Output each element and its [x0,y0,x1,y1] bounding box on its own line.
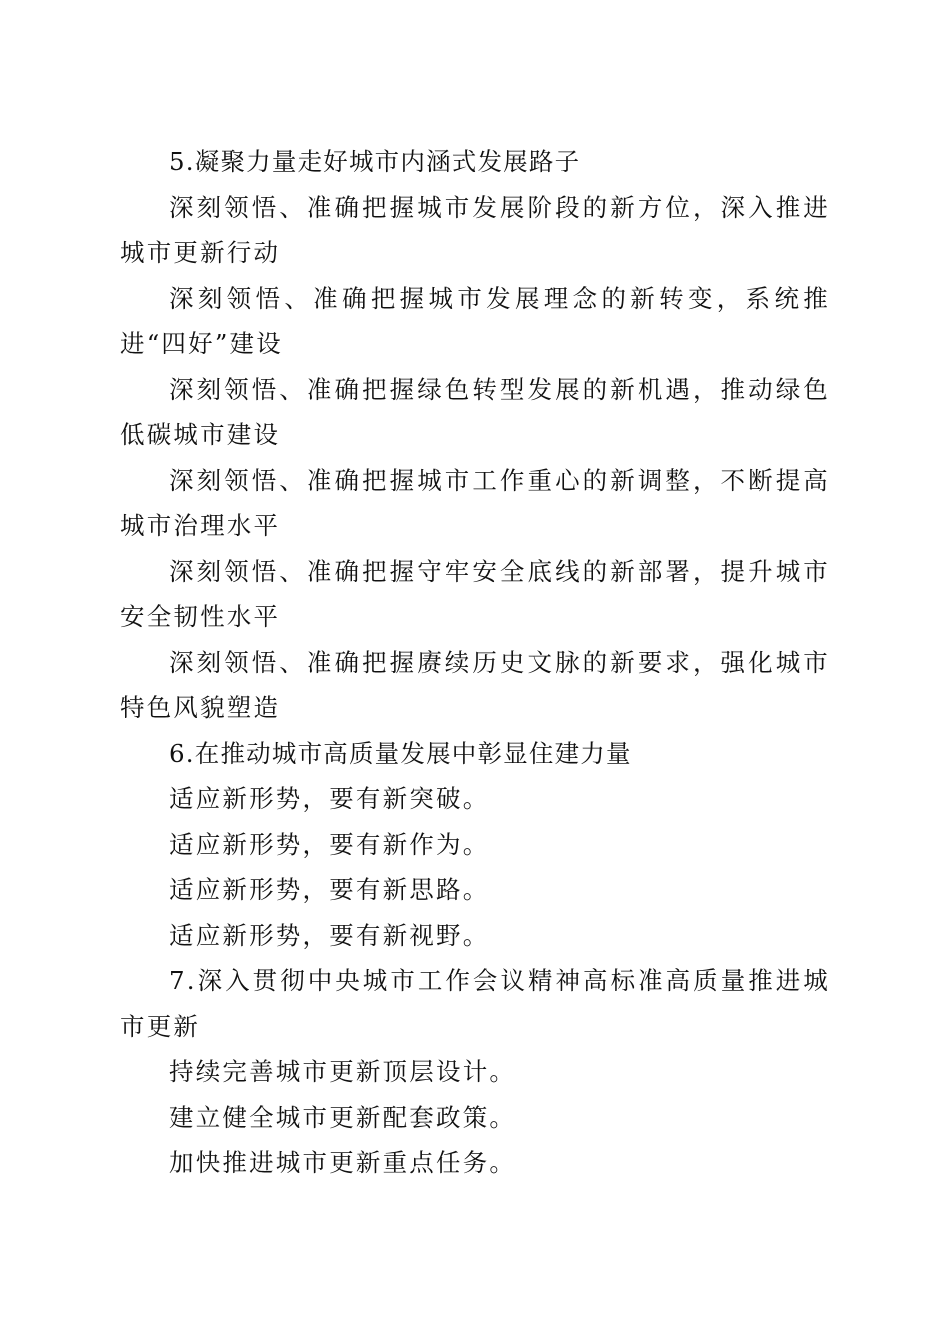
paragraph: 建立健全城市更新配套政策。 [169,1102,517,1132]
paragraph: 适应新形势，要有新视野。 [169,920,490,950]
paragraph: 深刻领悟、准确把握城市工作重心的新调整，不断提高城市治理水平 [120,465,830,540]
section-heading-5: 5.凝聚力量走好城市内涵式发展路子 [169,147,581,176]
section-heading-7: 7.深入贯彻中央城市工作会议精神高标准高质量推进城市更新 [120,966,830,1041]
paragraph: 适应新形势，要有新突破。 [169,784,490,813]
paragraph: 深刻领悟、准确把握城市发展阶段的新方位，深入推进城市更新行动 [120,192,830,267]
paragraph: 深刻领悟、准确把握赓续历史文脉的新要求，强化城市特色风貌塑造 [120,647,830,722]
section-heading-6: 6.在推动城市高质量发展中彰显住建力量 [169,738,632,768]
paragraph: 深刻领悟、准确把握绿色转型发展的新机遇，推动绿色低碳城市建设 [120,374,830,449]
paragraph: 持续完善城市更新顶层设计。 [169,1057,517,1086]
document-page [120,139,830,1186]
paragraph: 深刻领悟、准确把握守牢安全底线的新部署，提升城市安全韧性水平 [120,556,830,631]
paragraph: 加快推进城市更新重点任务。 [169,1148,517,1177]
paragraph: 适应新形势，要有新思路。 [169,875,490,904]
paragraph: 深刻领悟、准确把握城市发展理念的新转变，系统推进“四好”建设 [120,283,830,358]
paragraph: 适应新形势，要有新作为。 [169,829,490,859]
